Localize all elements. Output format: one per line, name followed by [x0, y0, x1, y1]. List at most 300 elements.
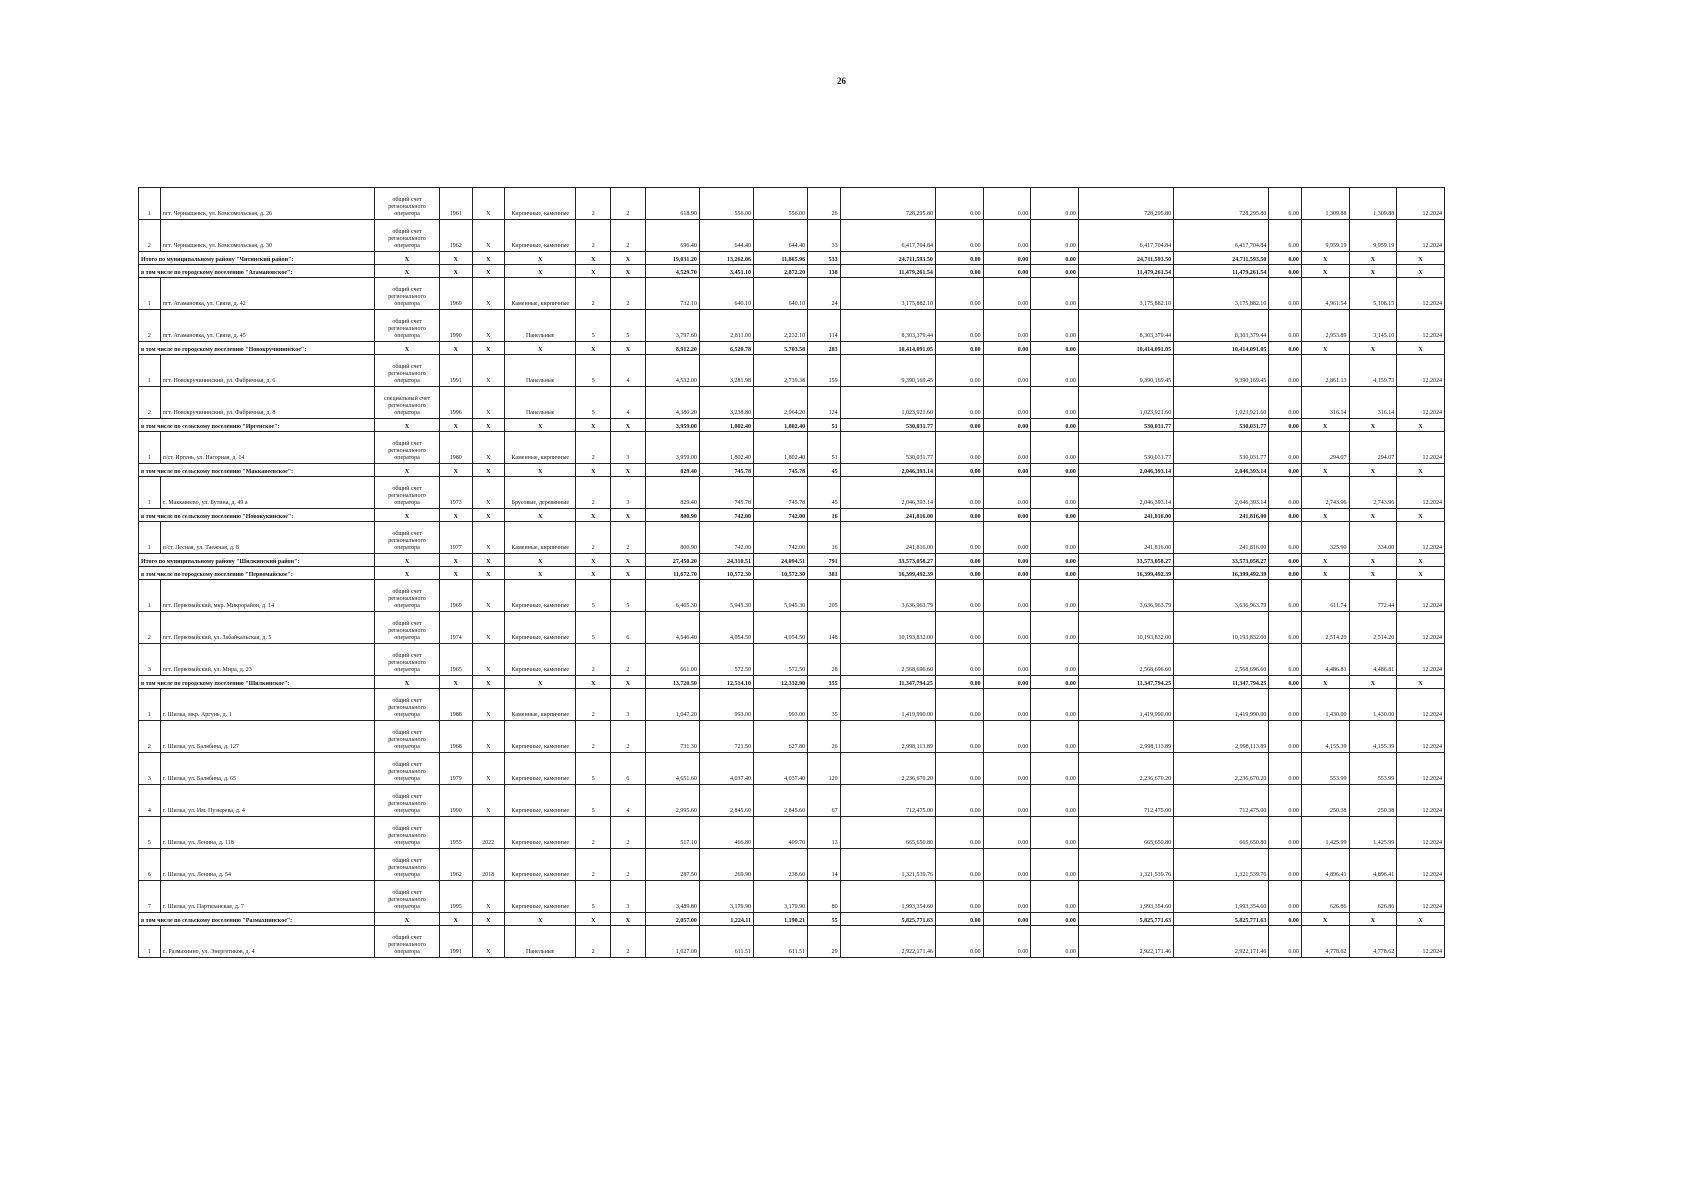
cell-residential-area: 10,572.30: [754, 567, 808, 580]
cell-planned-date: 12.2024: [1397, 753, 1445, 785]
cell-cost-fund: 11,347,794.25: [1174, 676, 1269, 689]
cell-floors: Х: [576, 419, 611, 432]
cell-max-unit-cost: 4,486.81: [1349, 644, 1397, 676]
cell-unit-cost: 2,861.13: [1301, 355, 1349, 387]
cell-cost-federal: 0.00: [935, 913, 983, 926]
cell-cost-federal: 0.00: [935, 387, 983, 419]
cell-row-number: 1: [139, 278, 161, 310]
cell-total-area: 732.10: [645, 278, 699, 310]
subtotal-row: [139, 464, 1445, 477]
cell-row-number: 3: [139, 644, 161, 676]
cell-total-area: 829.40: [645, 477, 699, 509]
cell-cost-total: 241,816.00: [840, 522, 935, 554]
cell-cost-total: 728,295.80: [840, 188, 935, 220]
cell-floors: 5: [576, 580, 611, 612]
cell-address: с. Размахнино, ул. Энергетиков, д. 4: [160, 926, 374, 958]
cell-cost-owners: 24,711,593.50: [1078, 252, 1173, 265]
cell-wall-material: Х: [505, 464, 576, 477]
cell-premises-area: 1,224.11: [699, 913, 753, 926]
cell-residents: 381: [808, 567, 840, 580]
cell-floors: Х: [576, 252, 611, 265]
cell-total-area: 4,546.40: [645, 612, 699, 644]
cell-cost-owners: 6,417,704.84: [1078, 220, 1173, 252]
cell-planned-date: Х: [1397, 913, 1445, 926]
cell-cost-total: 33,573,058.27: [840, 554, 935, 567]
cell-cost-owners: 10,193,832.00: [1078, 612, 1173, 644]
cell-cost-regional: 0.00: [983, 612, 1031, 644]
table-row: [139, 926, 1445, 958]
cell-total-area: 3,959.00: [645, 432, 699, 464]
cell-cost-other: 0.00: [1269, 355, 1301, 387]
cell-max-unit-cost: 2,743.96: [1349, 477, 1397, 509]
cell-floors: 5: [576, 355, 611, 387]
cell-cost-fund: 11,479,261.54: [1174, 265, 1269, 278]
cell-residential-area: 11,865.96: [754, 252, 808, 265]
cell-planned-date: 12.2024: [1397, 612, 1445, 644]
cell-row-number: 6: [139, 849, 161, 881]
cell-unit-cost: 553.99: [1301, 753, 1349, 785]
cell-entrances: Х: [611, 567, 646, 580]
cell-wall-material: Х: [505, 419, 576, 432]
cell-planned-date: 12.2024: [1397, 881, 1445, 913]
cell-cost-federal: 0.00: [935, 785, 983, 817]
cell-cost-local: 0.00: [1031, 753, 1079, 785]
cell-residential-area: 3,179.90: [754, 881, 808, 913]
cell-max-unit-cost: Х: [1349, 252, 1397, 265]
cell-planned-date: 12.2024: [1397, 278, 1445, 310]
cell-cost-regional: 0.00: [983, 926, 1031, 958]
cell-residential-area: 24,094.51: [754, 554, 808, 567]
cell-unit-cost: Х: [1301, 554, 1349, 567]
cell-cost-fund: 3,636,963.79: [1174, 580, 1269, 612]
cell-residential-area: 1,190.21: [754, 913, 808, 926]
table-body: [139, 188, 1445, 958]
cell-address: пгт. Новокручининский, ул. Фабричная, д. 6: [160, 355, 374, 387]
cell-wall-material: Кирпичные, каменные: [505, 753, 576, 785]
cell-cost-total: 2,922,171.46: [840, 926, 935, 958]
cell-cost-other: 0.00: [1269, 567, 1301, 580]
cell-residential-area: 742.00: [754, 509, 808, 522]
cell-cost-federal: 0.00: [935, 419, 983, 432]
table-row: [139, 817, 1445, 849]
cell-unit-cost: 1,425.99: [1301, 817, 1349, 849]
cell-residents: 26: [808, 721, 840, 753]
cell-wall-material: Кирпичные, каменные: [505, 580, 576, 612]
cell-residents: 26: [808, 188, 840, 220]
cell-unit-cost: Х: [1301, 676, 1349, 689]
cell-cost-fund: 10,414,091.05: [1174, 342, 1269, 355]
cell-cost-fund: 9,390,169.45: [1174, 355, 1269, 387]
cell-entrances: Х: [611, 554, 646, 567]
cell-entrances: 4: [611, 355, 646, 387]
cell-row-number: 2: [139, 612, 161, 644]
cell-residential-area: 1,802.40: [754, 432, 808, 464]
cell-max-unit-cost: Х: [1349, 265, 1397, 278]
cell-year-built: Х: [440, 342, 472, 355]
cell-year-major-repair: Х: [472, 644, 504, 676]
cell-cost-local: 0.00: [1031, 310, 1079, 342]
cell-residential-area: 1,802.40: [754, 419, 808, 432]
cell-residential-area: 409.70: [754, 817, 808, 849]
cell-cost-total: 8,303,379.44: [840, 310, 935, 342]
cell-entrances: 2: [611, 721, 646, 753]
cell-cost-federal: 0.00: [935, 676, 983, 689]
cell-year-major-repair: Х: [472, 881, 504, 913]
cell-premises-area: 3,281.98: [699, 355, 753, 387]
table-row: [139, 689, 1445, 721]
cell-entrances: Х: [611, 252, 646, 265]
cell-cost-regional: 0.00: [983, 252, 1031, 265]
cell-cost-total: 530,031.77: [840, 419, 935, 432]
cell-unit-cost: Х: [1301, 567, 1349, 580]
cell-cost-local: 0.00: [1031, 265, 1079, 278]
cell-cost-federal: 0.00: [935, 817, 983, 849]
cell-cost-regional: 0.00: [983, 881, 1031, 913]
subtotal-row: [139, 913, 1445, 926]
table-row: [139, 522, 1445, 554]
cell-total-area: 731.30: [645, 721, 699, 753]
cell-row-number: 1: [139, 188, 161, 220]
cell-cost-fund: 2,046,393.14: [1174, 477, 1269, 509]
cell-cost-regional: 0.00: [983, 676, 1031, 689]
cell-premises-area: 644.40: [699, 220, 753, 252]
cell-total-area: 3,797.60: [645, 310, 699, 342]
cell-residents: 51: [808, 432, 840, 464]
cell-cost-regional: 0.00: [983, 265, 1031, 278]
cell-year-major-repair: Х: [472, 785, 504, 817]
cell-floors: Х: [576, 676, 611, 689]
cell-cost-local: 0.00: [1031, 926, 1079, 958]
cell-max-unit-cost: 334.00: [1349, 522, 1397, 554]
table-row: [139, 355, 1445, 387]
cell-residents: 16: [808, 509, 840, 522]
cell-residents: 138: [808, 265, 840, 278]
cell-cost-fund: 3,175,882.10: [1174, 278, 1269, 310]
cell-cost-total: 2,046,393.14: [840, 464, 935, 477]
cell-planned-date: Х: [1397, 464, 1445, 477]
cell-cost-owners: 2,236,670.20: [1078, 753, 1173, 785]
cell-cost-regional: 0.00: [983, 785, 1031, 817]
cell-residential-area: 556.00: [754, 188, 808, 220]
cell-row-number: 1: [139, 355, 161, 387]
cell-account-type: Х: [375, 419, 440, 432]
table-row: [139, 188, 1445, 220]
cell-year-built: Х: [440, 567, 472, 580]
cell-year-major-repair: Х: [472, 387, 504, 419]
cell-cost-local: 0.00: [1031, 721, 1079, 753]
cell-floors: 2: [576, 644, 611, 676]
cell-floors: 2: [576, 849, 611, 881]
cell-floors: 2: [576, 432, 611, 464]
cell-cost-federal: 0.00: [935, 220, 983, 252]
cell-residents: 45: [808, 477, 840, 509]
cell-cost-other: 0.00: [1269, 310, 1301, 342]
cell-residential-area: 4,037.40: [754, 753, 808, 785]
cell-residential-area: 627.80: [754, 721, 808, 753]
cell-year-major-repair: Х: [472, 612, 504, 644]
cell-cost-other: 0.00: [1269, 419, 1301, 432]
cell-cost-other: 0.00: [1269, 817, 1301, 849]
cell-wall-material: Кирпичные, каменные: [505, 612, 576, 644]
cell-entrances: Х: [611, 342, 646, 355]
cell-max-unit-cost: 294.07: [1349, 432, 1397, 464]
cell-cost-fund: 5,825,771.63: [1174, 913, 1269, 926]
cell-address: пгт. Новокручининский, ул. Фабричная, д. 8: [160, 387, 374, 419]
cell-wall-material: Каменные, кирпичные: [505, 278, 576, 310]
cell-address: с. Маккавеево, ул. Бутина, д. 49 а: [160, 477, 374, 509]
cell-residential-area: 12,332.90: [754, 676, 808, 689]
cell-entrances: Х: [611, 464, 646, 477]
cell-address: п/ст. Лесная, ул. Таежная, д. 8: [160, 522, 374, 554]
cell-cost-total: 1,023,921.60: [840, 387, 935, 419]
cell-total-area: 829.40: [645, 464, 699, 477]
cell-total-area: 4,532.00: [645, 355, 699, 387]
cell-year-built: 1995: [440, 881, 472, 913]
cell-total-area: 800.90: [645, 509, 699, 522]
cell-unit-cost: 4,155.39: [1301, 721, 1349, 753]
cell-cost-regional: 0.00: [983, 580, 1031, 612]
cell-cost-owners: 2,922,171.46: [1078, 926, 1173, 958]
cell-year-major-repair: Х: [472, 689, 504, 721]
cell-max-unit-cost: Х: [1349, 509, 1397, 522]
cell-cost-owners: 1,023,921.60: [1078, 387, 1173, 419]
cell-cost-fund: 1,023,921.60: [1174, 387, 1269, 419]
cell-entrances: Х: [611, 509, 646, 522]
cell-account-type: общий счет регионального оператора: [375, 753, 440, 785]
cell-cost-fund: 665,650.80: [1174, 817, 1269, 849]
cell-premises-area: 269.90: [699, 849, 753, 881]
cell-year-built: 1965: [440, 644, 472, 676]
cell-cost-regional: 0.00: [983, 567, 1031, 580]
cell-cost-fund: 10,193,832.00: [1174, 612, 1269, 644]
cell-residents: 120: [808, 753, 840, 785]
cell-year-major-repair: Х: [472, 188, 504, 220]
cell-premises-area: 721.50: [699, 721, 753, 753]
cell-floors: Х: [576, 342, 611, 355]
cell-total-area: 13,720.50: [645, 676, 699, 689]
cell-floors: 5: [576, 612, 611, 644]
cell-entrances: Х: [611, 676, 646, 689]
cell-residential-area: 2,739.38: [754, 355, 808, 387]
table-row: [139, 753, 1445, 785]
cell-floors: 5: [576, 387, 611, 419]
cell-cost-owners: 530,031.77: [1078, 419, 1173, 432]
cell-year-built: 1962: [440, 220, 472, 252]
cell-cost-other: 0.00: [1269, 252, 1301, 265]
cell-year-built: 1996: [440, 387, 472, 419]
cell-premises-area: 2,811.00: [699, 310, 753, 342]
cell-cost-local: 0.00: [1031, 785, 1079, 817]
cell-cost-local: 0.00: [1031, 567, 1079, 580]
cell-residents: 205: [808, 580, 840, 612]
cell-wall-material: Х: [505, 913, 576, 926]
cell-residents: 67: [808, 785, 840, 817]
cell-entrances: 4: [611, 785, 646, 817]
cell-cost-federal: 0.00: [935, 644, 983, 676]
cell-account-type: общий счет регионального оператора: [375, 612, 440, 644]
cell-account-type: общий счет регионального оператора: [375, 849, 440, 881]
cell-cost-federal: 0.00: [935, 464, 983, 477]
cell-wall-material: Х: [505, 509, 576, 522]
cell-cost-other: 0.00: [1269, 432, 1301, 464]
cell-cost-regional: 0.00: [983, 849, 1031, 881]
cell-cost-federal: 0.00: [935, 612, 983, 644]
cell-unit-cost: 611.74: [1301, 580, 1349, 612]
cell-wall-material: Кирпичные, каменные: [505, 188, 576, 220]
cell-max-unit-cost: Х: [1349, 342, 1397, 355]
cell-wall-material: Кирпичные, каменные: [505, 644, 576, 676]
cell-entrances: 3: [611, 881, 646, 913]
cell-cost-fund: 6,417,704.84: [1174, 220, 1269, 252]
cell-entrances: 2: [611, 188, 646, 220]
cell-wall-material: Кирпичные, каменные: [505, 785, 576, 817]
cell-account-type: общий счет регионального оператора: [375, 817, 440, 849]
cell-premises-area: 13,262.06: [699, 252, 753, 265]
cell-planned-date: 12.2024: [1397, 785, 1445, 817]
cell-wall-material: Панельные: [505, 387, 576, 419]
cell-cost-total: 11,347,794.25: [840, 676, 935, 689]
cell-wall-material: Каменные, кирпичные: [505, 522, 576, 554]
cell-row-number: 2: [139, 721, 161, 753]
cell-cost-owners: 10,414,091.05: [1078, 342, 1173, 355]
cell-year-major-repair: 2018: [472, 849, 504, 881]
cell-total-area: 696.40: [645, 220, 699, 252]
cell-cost-regional: 0.00: [983, 342, 1031, 355]
cell-cost-regional: 0.00: [983, 689, 1031, 721]
cell-cost-other: 0.00: [1269, 509, 1301, 522]
cell-year-major-repair: Х: [472, 721, 504, 753]
cell-max-unit-cost: Х: [1349, 567, 1397, 580]
cell-cost-federal: 0.00: [935, 881, 983, 913]
cell-floors: Х: [576, 509, 611, 522]
cell-premises-area: 1,802.40: [699, 419, 753, 432]
cell-unit-cost: 294.07: [1301, 432, 1349, 464]
cell-cost-fund: 530,031.77: [1174, 432, 1269, 464]
cell-year-built: 1961: [440, 188, 472, 220]
cell-year-built: Х: [440, 265, 472, 278]
cell-cost-local: 0.00: [1031, 689, 1079, 721]
cell-total-area: 1,047.20: [645, 689, 699, 721]
cell-max-unit-cost: Х: [1349, 464, 1397, 477]
cell-cost-federal: 0.00: [935, 310, 983, 342]
cell-cost-total: 10,414,091.05: [840, 342, 935, 355]
cell-cost-regional: 0.00: [983, 220, 1031, 252]
subtotal-row: [139, 419, 1445, 432]
cell-year-major-repair: 2022: [472, 817, 504, 849]
cell-year-major-repair: Х: [472, 926, 504, 958]
cell-cost-federal: 0.00: [935, 252, 983, 265]
cell-cost-owners: 2,998,113.89: [1078, 721, 1173, 753]
cell-year-built: Х: [440, 676, 472, 689]
cell-total-area: 287.50: [645, 849, 699, 881]
cell-planned-date: 12.2024: [1397, 580, 1445, 612]
cell-year-built: 1955: [440, 817, 472, 849]
cell-cost-fund: 241,816.00: [1174, 522, 1269, 554]
cell-year-major-repair: Х: [472, 252, 504, 265]
cell-floors: 2: [576, 689, 611, 721]
cell-floors: Х: [576, 554, 611, 567]
cell-cost-total: 241,816.00: [840, 509, 935, 522]
cell-year-major-repair: Х: [472, 580, 504, 612]
cell-premises-area: 640.10: [699, 278, 753, 310]
cell-cost-total: 2,236,670.20: [840, 753, 935, 785]
subtotal-label: Итого по муниципальному району "Шилкинский район":: [139, 554, 375, 567]
cell-premises-area: 6,520.78: [699, 342, 753, 355]
cell-cost-federal: 0.00: [935, 753, 983, 785]
cell-cost-owners: 241,816.00: [1078, 509, 1173, 522]
cell-account-type: общий счет регионального оператора: [375, 644, 440, 676]
cell-cost-other: 0.00: [1269, 612, 1301, 644]
cell-planned-date: 12.2024: [1397, 310, 1445, 342]
cell-premises-area: 5,945.30: [699, 580, 753, 612]
cell-year-major-repair: Х: [472, 342, 504, 355]
cell-cost-other: 0.00: [1269, 689, 1301, 721]
cell-planned-date: 12.2024: [1397, 432, 1445, 464]
table-row: [139, 644, 1445, 676]
cell-cost-regional: 0.00: [983, 419, 1031, 432]
cell-total-area: 4,529.70: [645, 265, 699, 278]
cell-total-area: 27,450.20: [645, 554, 699, 567]
cell-cost-regional: 0.00: [983, 464, 1031, 477]
cell-residents: 80: [808, 881, 840, 913]
subtotal-label: в том числе по городскому поселению "Атамановское":: [139, 265, 375, 278]
cell-cost-other: 0.00: [1269, 785, 1301, 817]
cell-cost-owners: 33,573,058.27: [1078, 554, 1173, 567]
cell-cost-fund: 1,321,539.76: [1174, 849, 1269, 881]
cell-floors: 2: [576, 721, 611, 753]
cell-cost-fund: 2,922,171.46: [1174, 926, 1269, 958]
cell-cost-total: 9,390,169.45: [840, 355, 935, 387]
cell-planned-date: 12.2024: [1397, 644, 1445, 676]
cell-planned-date: Х: [1397, 554, 1445, 567]
subtotal-row: [139, 342, 1445, 355]
cell-row-number: 4: [139, 785, 161, 817]
cell-cost-regional: 0.00: [983, 721, 1031, 753]
subtotal-label: в том числе по городскому поселению "Новокручининское":: [139, 342, 375, 355]
cell-cost-regional: 0.00: [983, 477, 1031, 509]
cell-account-type: специальный счет регионального оператора: [375, 387, 440, 419]
cell-address: г. Шилка, ул. Партизанская, д. 7: [160, 881, 374, 913]
cell-unit-cost: Х: [1301, 419, 1349, 432]
cell-wall-material: Х: [505, 554, 576, 567]
cell-row-number: 1: [139, 522, 161, 554]
cell-cost-other: 0.00: [1269, 278, 1301, 310]
cell-unit-cost: 9,959.19: [1301, 220, 1349, 252]
cell-account-type: общий счет регионального оператора: [375, 220, 440, 252]
cell-planned-date: Х: [1397, 265, 1445, 278]
cell-residents: 533: [808, 252, 840, 265]
cell-planned-date: 12.2024: [1397, 387, 1445, 419]
cell-residents: 45: [808, 464, 840, 477]
cell-max-unit-cost: 772.44: [1349, 580, 1397, 612]
cell-residents: 355: [808, 676, 840, 689]
cell-account-type: Х: [375, 252, 440, 265]
cell-cost-owners: 16,399,492.39: [1078, 567, 1173, 580]
cell-account-type: общий счет регионального оператора: [375, 188, 440, 220]
cell-wall-material: Каменные, кирпичные: [505, 689, 576, 721]
cell-planned-date: 12.2024: [1397, 188, 1445, 220]
cell-total-area: 800.90: [645, 522, 699, 554]
cell-account-type: общий счет регионального оператора: [375, 522, 440, 554]
cell-year-major-repair: Х: [472, 220, 504, 252]
cell-cost-owners: 3,636,963.79: [1078, 580, 1173, 612]
cell-residents: 35: [808, 689, 840, 721]
cell-total-area: 3,959.00: [645, 419, 699, 432]
cell-year-major-repair: Х: [472, 913, 504, 926]
cell-unit-cost: Х: [1301, 509, 1349, 522]
cell-cost-regional: 0.00: [983, 278, 1031, 310]
cell-row-number: 2: [139, 310, 161, 342]
